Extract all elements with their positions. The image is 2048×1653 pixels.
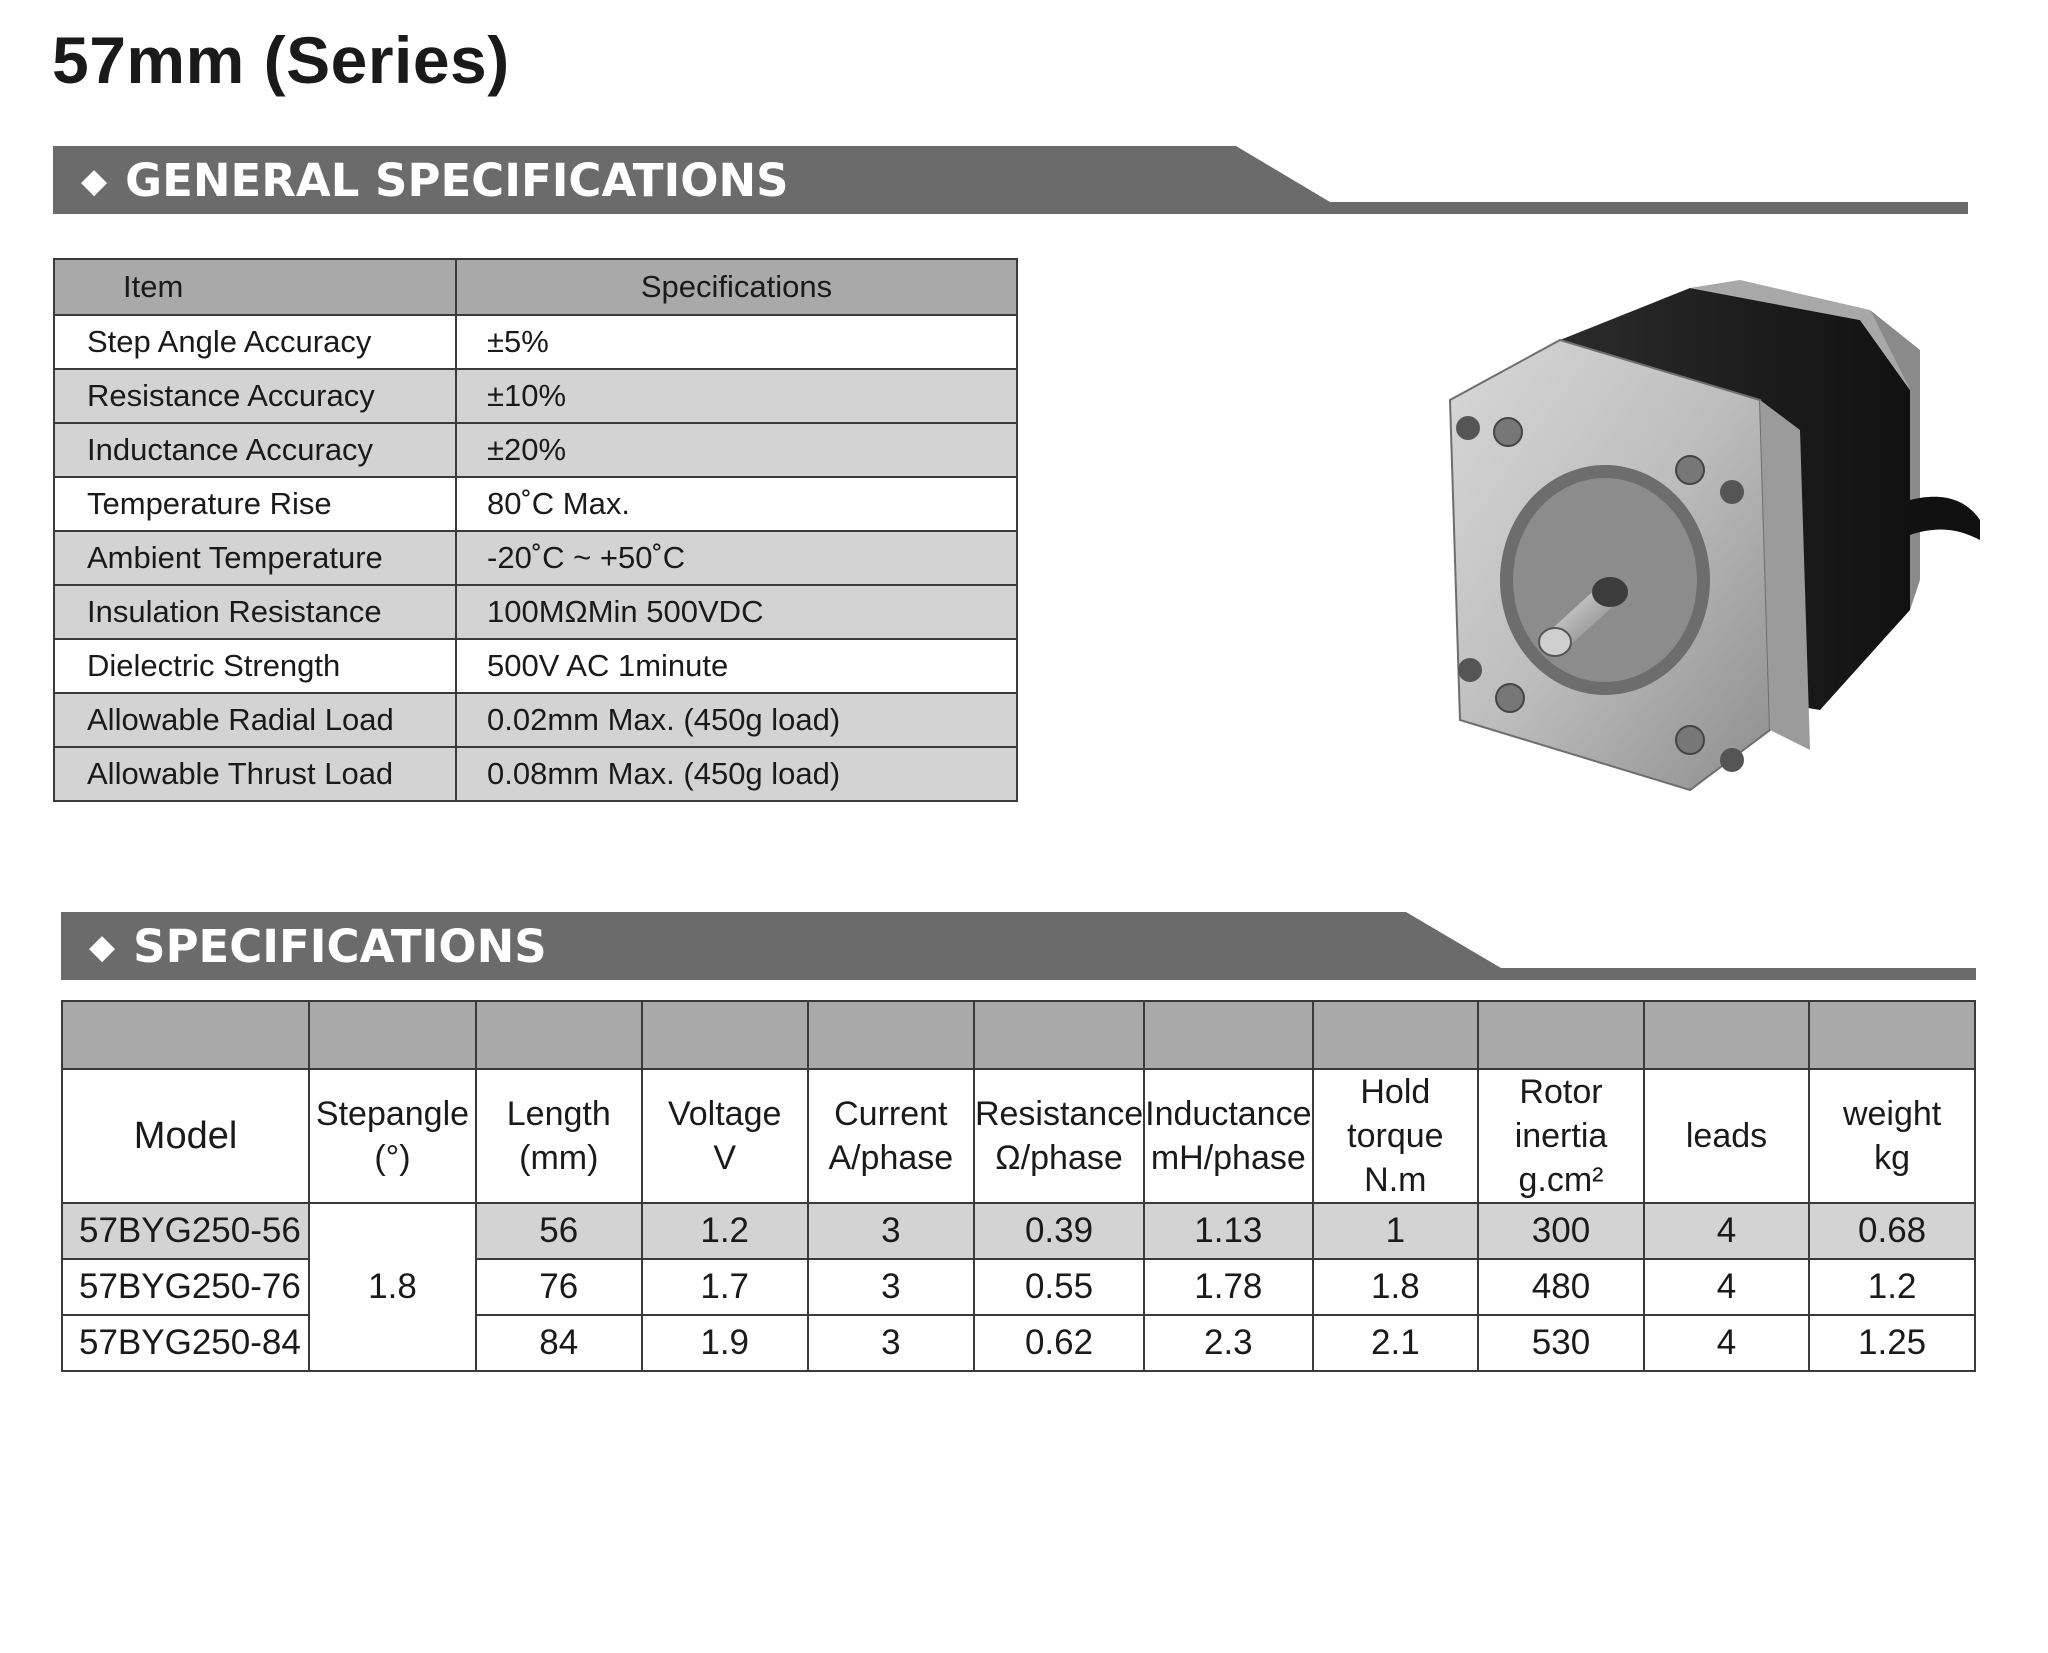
general-specifications-banner — [53, 146, 1968, 216]
inductance-cell: 2.3 — [1144, 1315, 1312, 1371]
column-header-inductance: Inductance mH/phase — [1144, 1069, 1312, 1203]
page-title: 57mm (Series) — [52, 23, 510, 97]
spec-item: Allowable Radial Load — [54, 693, 456, 747]
column-header-model: Model — [62, 1069, 309, 1203]
length-cell: 84 — [476, 1315, 642, 1371]
current-cell: 3 — [808, 1259, 974, 1315]
table-row — [54, 747, 1017, 801]
column-header-item: Item — [54, 259, 456, 315]
table-row — [54, 585, 1017, 639]
column-header-leads: leads — [1644, 1069, 1809, 1203]
inductance-cell: 1.13 — [1144, 1203, 1312, 1259]
table-row — [54, 531, 1017, 585]
column-header-voltage: Voltage V — [642, 1069, 808, 1203]
spec-value: 100MΩMin 500VDC — [456, 585, 1017, 639]
column-header-resistance: Resistance Ω/phase — [974, 1069, 1144, 1203]
stepper-motor-image — [1440, 280, 1980, 800]
length-cell: 76 — [476, 1259, 642, 1315]
hold-torque-cell: 1.8 — [1313, 1259, 1479, 1315]
leads-cell: 4 — [1644, 1259, 1809, 1315]
specifications-banner — [61, 912, 1976, 982]
model-cell: 57BYG250-56 — [62, 1203, 309, 1259]
spec-item: Allowable Thrust Load — [54, 747, 456, 801]
voltage-cell: 1.7 — [642, 1259, 808, 1315]
header-row — [62, 1069, 1975, 1203]
resistance-cell: 0.62 — [974, 1315, 1144, 1371]
hold-torque-cell: 1 — [1313, 1203, 1479, 1259]
table-row — [54, 315, 1017, 369]
header-band — [62, 1001, 1975, 1069]
specifications-table — [61, 1000, 1976, 1372]
spec-value: 80˚C Max. — [456, 477, 1017, 531]
resistance-cell: 0.55 — [974, 1259, 1144, 1315]
spec-item: Step Angle Accuracy — [54, 315, 456, 369]
rotor-inertia-cell: 530 — [1478, 1315, 1644, 1371]
weight-cell: 1.25 — [1809, 1315, 1975, 1371]
leads-cell: 4 — [1644, 1315, 1809, 1371]
column-header-length: Length (mm) — [476, 1069, 642, 1203]
diamond-icon: ◆ — [81, 160, 108, 201]
column-header-rotor-inertia: Rotor inertia g.cm² — [1478, 1069, 1644, 1203]
spec-item: Insulation Resistance — [54, 585, 456, 639]
voltage-cell: 1.9 — [642, 1315, 808, 1371]
spec-value: 0.08mm Max. (450g load) — [456, 747, 1017, 801]
leads-cell: 4 — [1644, 1203, 1809, 1259]
weight-cell: 0.68 — [1809, 1203, 1975, 1259]
table-row — [62, 1203, 1975, 1259]
diamond-icon: ◆ — [89, 926, 116, 967]
general-specifications-table — [53, 258, 1018, 802]
column-header-weight: weight kg — [1809, 1069, 1975, 1203]
column-header-stepangle: Stepangle (°) — [309, 1069, 476, 1203]
spec-item: Temperature Rise — [54, 477, 456, 531]
hold-torque-cell: 2.1 — [1313, 1315, 1479, 1371]
table-row — [54, 477, 1017, 531]
spec-value: 0.02mm Max. (450g load) — [456, 693, 1017, 747]
rotor-inertia-cell: 480 — [1478, 1259, 1644, 1315]
spec-item: Ambient Temperature — [54, 531, 456, 585]
table-row — [54, 423, 1017, 477]
spec-item: Inductance Accuracy — [54, 423, 456, 477]
spec-value: -20˚C ~ +50˚C — [456, 531, 1017, 585]
length-cell: 56 — [476, 1203, 642, 1259]
column-header-hold-torque: Hold torque N.m — [1313, 1069, 1479, 1203]
inductance-cell: 1.78 — [1144, 1259, 1312, 1315]
current-cell: 3 — [808, 1315, 974, 1371]
spec-item: Dielectric Strength — [54, 639, 456, 693]
general-specifications-heading: GENERAL SPECIFICATIONS — [125, 154, 789, 207]
spec-value: 500V AC 1minute — [456, 639, 1017, 693]
spec-item: Resistance Accuracy — [54, 369, 456, 423]
table-row — [54, 369, 1017, 423]
specifications-heading: SPECIFICATIONS — [133, 920, 547, 973]
spec-value: ±20% — [456, 423, 1017, 477]
column-header-current: Current A/phase — [808, 1069, 974, 1203]
table-row — [54, 639, 1017, 693]
resistance-cell: 0.39 — [974, 1203, 1144, 1259]
weight-cell: 1.2 — [1809, 1259, 1975, 1315]
table-row — [54, 693, 1017, 747]
spec-value: ±5% — [456, 315, 1017, 369]
stepangle-cell: 1.8 — [309, 1203, 476, 1371]
column-header-specifications: Specifications — [456, 259, 1017, 315]
spec-value: ±10% — [456, 369, 1017, 423]
voltage-cell: 1.2 — [642, 1203, 808, 1259]
model-cell: 57BYG250-84 — [62, 1315, 309, 1371]
model-cell: 57BYG250-76 — [62, 1259, 309, 1315]
rotor-inertia-cell: 300 — [1478, 1203, 1644, 1259]
current-cell: 3 — [808, 1203, 974, 1259]
